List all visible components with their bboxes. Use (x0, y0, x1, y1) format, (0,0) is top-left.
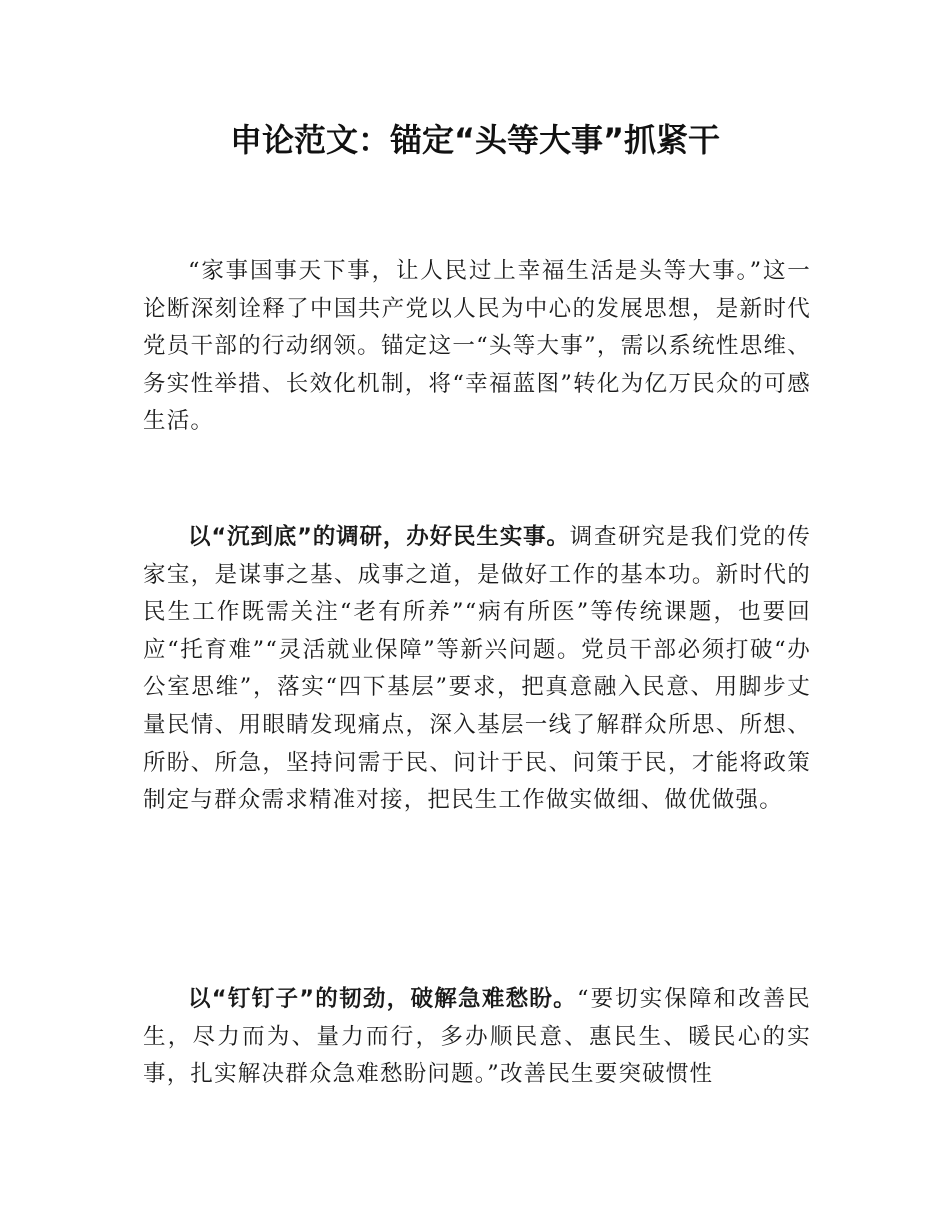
paragraph-text: 调查研究是我们党的传家宝，是谋事之基、成事之道，是做好工作的基本功。新时代的民生工作既需关注“老有所养”“病有所医”等传统课题，也要回应“托育难”“灵活就业保障”等新兴问题。党员干部必须打破“办公室思维”，落实“四下基层”要求，把真意融入民意、用脚步丈量民情、用眼睛发现痛点，深入基层一线了解群众所思、所想、所盼、所急，坚持问需于民、问计于民、问策于民，才能将政策制定与群众需求精准对接，把民生工作做实做细、做优做强。 (143, 524, 811, 814)
paragraph-lead-heading: 以“沉到底”的调研，办好民生实事。 (188, 524, 570, 550)
paragraph-lead-heading: 以“钉钉子”的韧劲，破解急难愁盼。 (188, 986, 577, 1012)
paragraph-research (143, 519, 811, 820)
document-title: 申论范文：锚定“头等大事”抓紧干 (229, 121, 721, 159)
paragraph-text: “家事国事天下事，让人民过上幸福生活是头等大事。”这一论断深刻诠释了中国共产党以人民为中心的发展思想，是新时代党员干部的行动纲领。锚定这一“头等大事”，需以系统性思维、务实性举措、长效化机制，将“幸福蓝图”转化为亿万民众的可感生活。 (143, 258, 811, 435)
paragraph-text: “要切实保障和改善民生，尽力而为、量力而行，多办顺民意、惠民生、暖民心的实事，扎实解决群众急难愁盼问题。”改善民生要突破惯性 (143, 986, 811, 1088)
paragraph-body (143, 981, 811, 1094)
paragraph-body (143, 519, 811, 820)
paragraph-intro (143, 253, 811, 441)
paragraph-persistence (143, 981, 811, 1094)
